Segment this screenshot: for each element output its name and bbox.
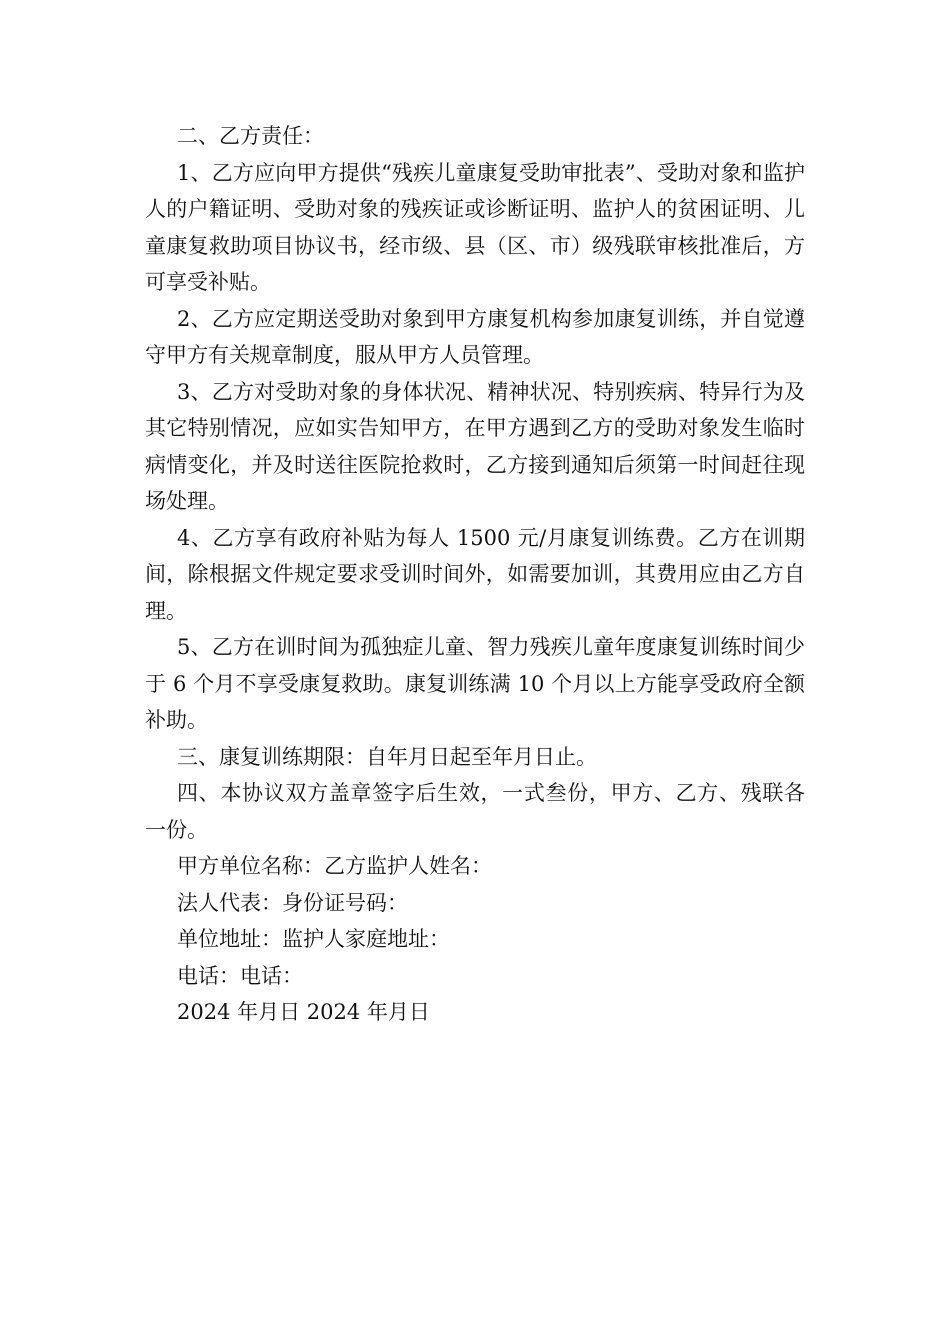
- clause-2: 2、乙方应定期送受助对象到甲方康复机构参加康复训练，并自觉遵守甲方有关规章制度，服从甲方人员管理。: [145, 306, 805, 367]
- clause-1: 1、乙方应向甲方提供“残疾儿童康复受助审批表”、受助对象和监护人的户籍证明、受助对象的残疾证或诊断证明、监护人的贫困证明、儿童康复救助项目协议书，经市级、县（区、市）级残联审核批准后，方可享受补贴。: [145, 160, 805, 294]
- signature-phone-line: 电话：电话：: [177, 963, 303, 988]
- document-body: [145, 118, 805, 1031]
- section-training-period: 三、康复训练期限：自年月日起至年月日止。: [177, 744, 597, 769]
- section-heading-party-b-duties: 二、乙方责任：: [177, 124, 324, 148]
- signature-unit-name-line: 甲方单位名称：乙方监护人姓名：: [177, 854, 492, 878]
- clause-5: 5、乙方在训时间为孤独症儿童、智力残疾儿童年度康复训练时间少于 6 个月不享受康复救助。康复训练满 10 个月以上方能享受政府全额补助。: [145, 635, 805, 732]
- section-effectiveness: 四、本协议双方盖章签字后生效，一式叁份，甲方、乙方、残联各一份。: [145, 781, 805, 842]
- signature-legal-rep-line: 法人代表：身份证号码：: [177, 890, 408, 915]
- clause-4: 4、乙方享有政府补贴为每人 1500 元/月康复训练费。乙方在训期间，除根据文件规定要求受训时间外，如需要加训，其费用应由乙方自理。: [145, 525, 805, 623]
- signature-date-line: 2024 年月日 2024 年月日: [177, 1000, 430, 1024]
- clause-3: 3、乙方对受助对象的身体状况、精神状况、特别疾病、特异行为及其它特别情况，应如实告知甲方，在甲方遇到乙方的受助对象发生临时病情变化，并及时送往医院抢救时，乙方接到通知后须第一时间赶往现场处理。: [145, 379, 805, 513]
- signature-address-line: 单位地址：监护人家庭地址：: [177, 927, 450, 951]
